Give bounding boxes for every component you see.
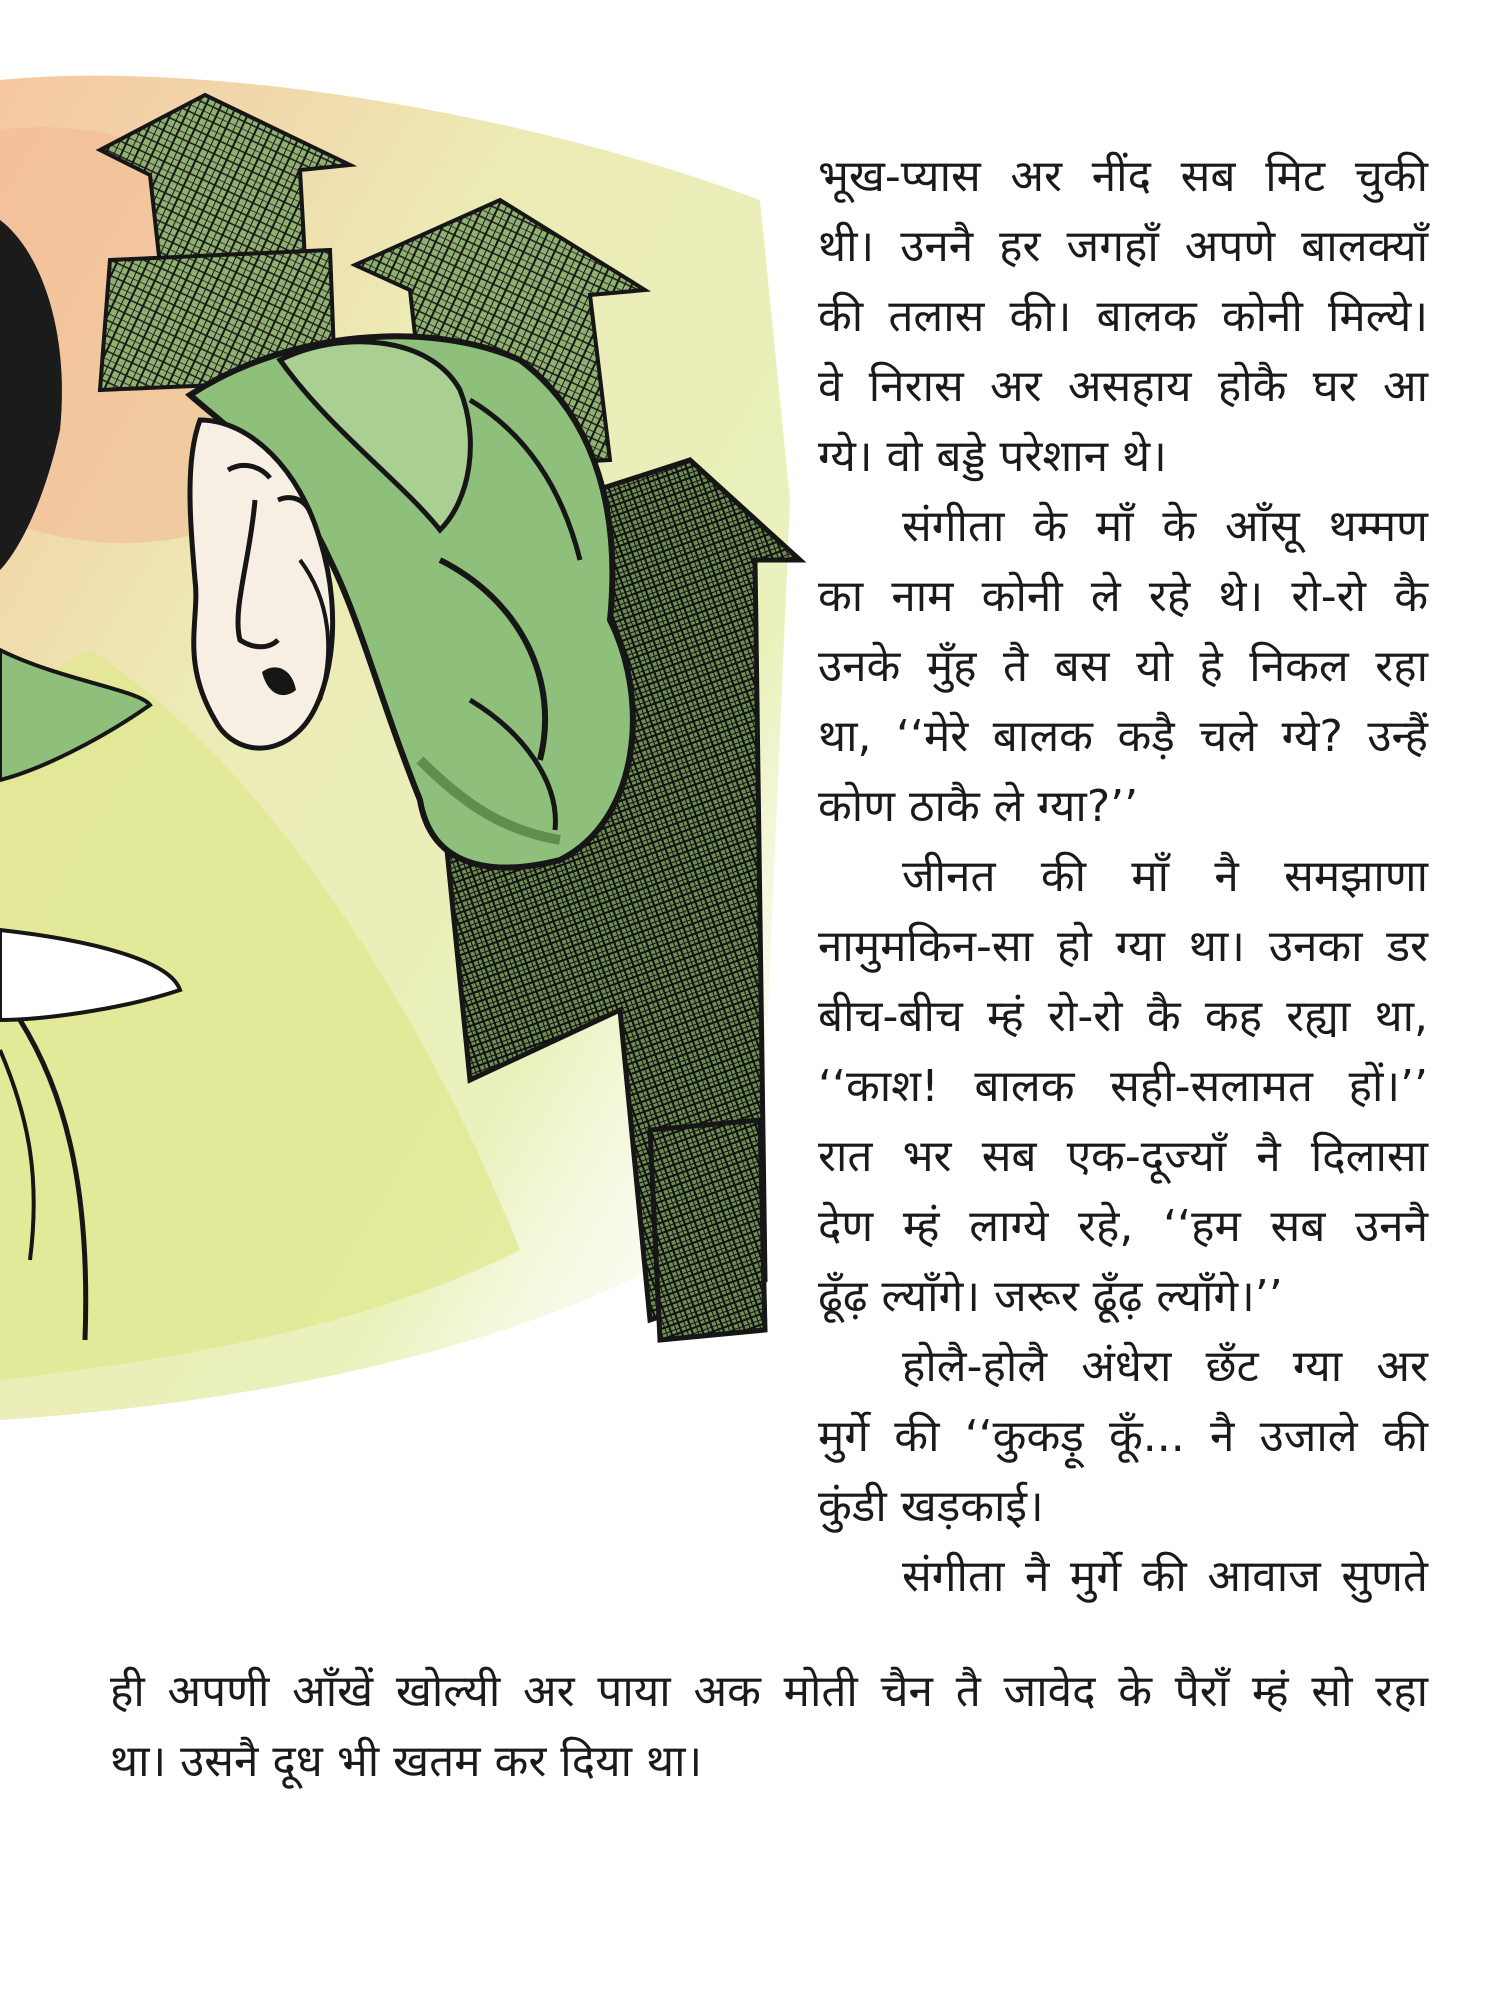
text-line: नामुमकिन-सा हो ग्या था। उनका डर — [818, 921, 1428, 972]
text-line: जीनत की माँ नै समझाणा — [902, 851, 1428, 902]
bottom-paragraph — [110, 1657, 1428, 1797]
text-line: बीच-बीच म्हं रो-रो कै कह रह्या था, — [818, 991, 1428, 1042]
text-line: ढूँढ़ ल्याँगे। जरूर ढूँढ़ ल्याँगे।’’ — [818, 1271, 1283, 1322]
text-line: कुंडी खड़काई। — [818, 1481, 1044, 1532]
text-line: संगीता नै मुर्गे की आवाज सुणते — [902, 1551, 1428, 1602]
text-line: ही अपणी आँखें खोल्यी अर पाया अक मोती चैन तै जावेद के पैराँ म्हं सो रहा — [110, 1666, 1428, 1717]
text-line: संगीता के माँ के आँसू थम्मण — [902, 501, 1428, 552]
text-line: कोण ठाकै ले ग्या?’’ — [818, 781, 1139, 832]
text-line: की तलास की। बालक कोनी मिल्ये। — [818, 291, 1428, 342]
text-line: का नाम कोनी ले रहे थे। रो-रो कै — [818, 571, 1428, 622]
right-text-column — [818, 142, 1428, 1612]
text-line: भूख-प्यास अर नींद सब मिट चुकी — [818, 151, 1428, 202]
text-line: ‘‘काश! बालक सही-सलामत हों।’’ — [818, 1061, 1428, 1112]
text-line: देण म्हं लाग्ये रहे, ‘‘हम सब उननै — [818, 1201, 1428, 1252]
text-line: थी। उननै हर जगहाँ अपणे बालक्याँ — [818, 221, 1428, 272]
text-line: वे निरास अर असहाय होकै घर आ — [818, 361, 1428, 412]
text-line: था। उसनै दूध भी खतम कर दिया था। — [110, 1736, 703, 1787]
text-line: होलै-होलै अंधेरा छँट ग्या अर — [902, 1341, 1428, 1392]
text-line: रात भर सब एक-दूज्याँ नै दिलासा — [818, 1131, 1428, 1182]
text-line: ग्ये। वो बड्डे परेशान थे। — [818, 431, 1167, 482]
text-line: मुर्गे की ‘‘कुकड़ू कूँ... नै उजाले की — [818, 1411, 1428, 1462]
text-line: उनके मुँह तै बस यो हे निकल रहा — [818, 641, 1428, 692]
text-line: था, ‘‘मेरे बालक कड़ै चले ग्ये? उन्हैं — [818, 711, 1428, 762]
